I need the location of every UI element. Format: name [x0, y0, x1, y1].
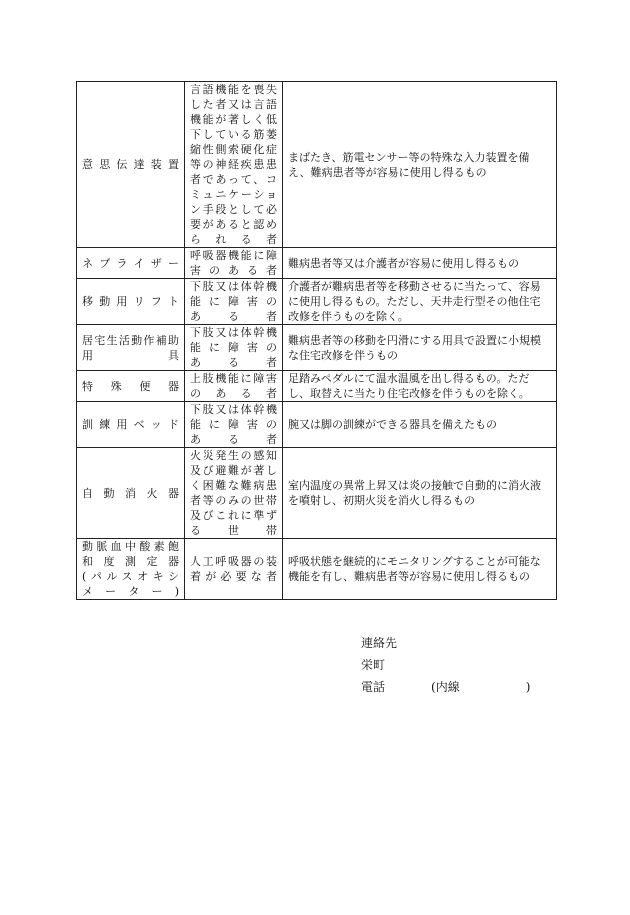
item-name-line: 移動用リフト: [82, 295, 179, 308]
target-cell: [185, 325, 283, 371]
requirement-cell: 介護者が難病患者等を移動させるに当たって、容易に使用し得るもの。ただし、天井走行型その他住宅改修を伴うものを除く。: [283, 279, 557, 325]
target-cell: [185, 402, 283, 448]
item-name-line: 特殊便器: [82, 379, 179, 393]
target-line: く困難な難病患: [190, 479, 277, 492]
contact-label: 連絡先: [361, 636, 398, 650]
item-name-line: 動脈血中酸素飽: [82, 540, 179, 553]
item-name-cell: [77, 371, 185, 402]
target-line: 能に障害の: [190, 418, 277, 431]
item-name-line: 意思伝達装置: [82, 158, 179, 171]
target-line: 及び避難が著し: [190, 464, 277, 477]
target-line: のある者: [190, 387, 277, 400]
target-line: 人工呼吸器の装: [190, 555, 277, 568]
item-name-line: 訓練用ベッド: [82, 418, 179, 431]
item-name-cell: [77, 82, 185, 248]
target-line: 機能が著しく低: [190, 113, 277, 126]
target-line: る世帯: [190, 524, 277, 537]
table-row: [77, 402, 557, 448]
requirement-cell: 難病患者等の移動を円滑にする用具で設置に小規模な住宅改修を伴うもの: [283, 325, 557, 371]
target-line: 者等のみの世帯: [190, 494, 277, 507]
item-name-line: 自動消火器: [82, 486, 179, 500]
target-line: 上肢機能に障害: [190, 372, 277, 385]
requirement-cell: 難病患者等又は介護者が容易に使用し得るもの: [283, 248, 557, 279]
target-line: ある者: [190, 433, 277, 446]
target-line: 者であって、コ: [190, 173, 277, 186]
extension-close: ): [525, 680, 531, 694]
item-name-line: 和度測定器: [82, 555, 179, 568]
item-name-cell: [77, 325, 185, 371]
target-cell: [185, 539, 283, 600]
target-line: 縮性側索硬化症: [190, 143, 277, 156]
item-name-line: メーター): [82, 585, 179, 598]
phone-label: 電話: [361, 680, 386, 694]
contact-office: 栄町: [361, 658, 386, 672]
target-line: 言語機能を喪失: [190, 83, 277, 96]
equipment-table: [76, 81, 557, 600]
extension-open: (内線: [431, 680, 460, 694]
table-row: [77, 248, 557, 279]
item-name-cell: [77, 402, 185, 448]
item-name-cell: [77, 279, 185, 325]
item-name-cell: [77, 248, 185, 279]
target-line: られる者: [190, 233, 277, 246]
target-cell: [185, 371, 283, 402]
target-line: 等の神経疾患患: [190, 158, 277, 171]
target-line: 要があると認め: [190, 218, 277, 231]
item-name-line: 用具: [82, 348, 179, 362]
item-name-line: 居宅生活動作補助: [82, 333, 179, 347]
target-line: ミュニケーショ: [190, 188, 277, 201]
target-line: 害のある者: [190, 264, 277, 277]
target-line: 及びこれに準ず: [190, 509, 277, 522]
target-cell: [185, 448, 283, 539]
target-cell: [185, 82, 283, 248]
target-line: 下肢又は体幹機: [190, 403, 277, 416]
target-line: 下している筋萎: [190, 128, 277, 141]
target-line: 火災発生の感知: [190, 449, 277, 462]
target-line: した者又は言語: [190, 98, 277, 111]
requirement-cell: 室内温度の異常上昇又は炎の接触で自動的に消火液を噴射し、初期火災を消火し得るもの: [283, 448, 557, 539]
target-line: 能に障害の: [190, 341, 277, 354]
requirement-cell: 腕又は脚の訓練ができる器具を備えたもの: [283, 402, 557, 448]
target-cell: [185, 279, 283, 325]
item-name-cell: [77, 448, 185, 539]
target-line: 能に障害の: [190, 295, 277, 308]
requirement-cell: まばたき、筋電センサー等の特殊な入力装置を備え、難病患者等が容易に使用し得るもの: [283, 82, 557, 248]
item-name-line: ネブライザー: [82, 256, 179, 270]
table-row: [77, 325, 557, 371]
table-row: [77, 371, 557, 402]
table-row: [77, 448, 557, 539]
requirement-cell: 足踏みペダルにて温水温風を出し得るもの。ただし、取替えに当たり住宅改修を伴うものを除く。: [283, 371, 557, 402]
target-line: 下肢又は体幹機: [190, 280, 277, 293]
item-name-line: (パルスオキシ: [82, 570, 179, 583]
target-line: 呼吸器機能に障: [190, 249, 277, 262]
target-line: ある者: [190, 356, 277, 369]
contact-block: [361, 632, 530, 698]
target-line: ン手段として必: [190, 203, 277, 216]
table-row: [77, 279, 557, 325]
contact-phone: [361, 676, 530, 698]
target-line: 下肢又は体幹機: [190, 326, 277, 339]
item-name-cell: [77, 539, 185, 600]
requirement-cell: 呼吸状態を継続的にモニタリングすることが可能な機能を有し、難病患者等が容易に使用し得るもの: [283, 539, 557, 600]
target-line: 着が必要な者: [190, 570, 277, 583]
target-line: ある者: [190, 310, 277, 323]
table-row: [77, 539, 557, 600]
target-cell: [185, 248, 283, 279]
table-row: [77, 82, 557, 248]
